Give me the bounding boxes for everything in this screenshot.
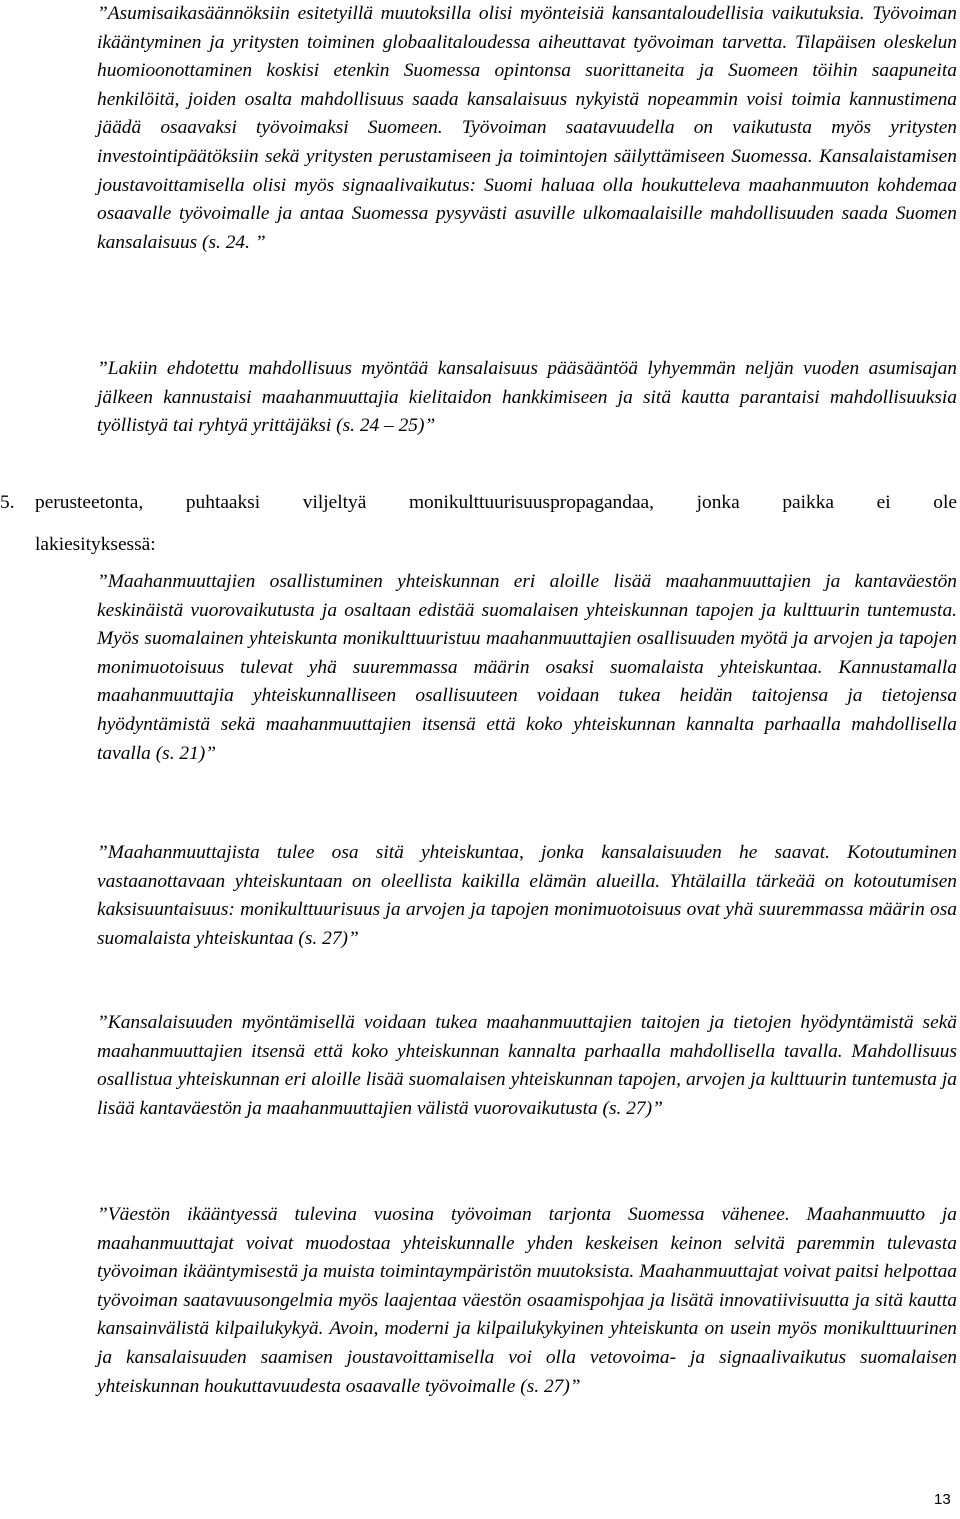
quote-paragraph-1: ”Asumisaikasäännöksiin esitetyillä muutoksilla olisi myönteisiä kansantaloudellisia vaikutuksia. Työvoiman ikääntyminen ja yritysten toiminen globaalitaloudessa aiheuttavat työvoiman tarvetta. Tilapäisen oleskelun huomioonottaminen koskisi etenkin Suomessa opintonsa suorittaneita ja Suomeen töihin saapuneita henkilöitä, joiden osalta mahdollisuus saada kansalaisuus nykyistä nopeammin voisi toimia kannustimena jäädä osaavaksi työvoimaksi Suomeen. Työvoiman saatavuudella on vaikutusta myös yritysten investointipäätöksiin sekä yritysten perustamiseen ja toimintojen säilyttämiseen Suomessa. Kansalaistamisen joustavoittamisella olisi myös signaalivaikutus: Suomi haluaa olla houkutteleva maahanmuuton kohdemaa osaavalle työvoimalle ja antaa Suomessa pysyvästi asuville ulkomaalaisille mahdollisuuden saada Suomen kansalaisuus (s. 24. ”: [97, 3, 957, 253]
quote-paragraph-4: ”Maahanmuuttajista tulee osa sitä yhteiskuntaa, jonka kansalaisuuden he saavat. Kotoutuminen vastaanottavaan yhteiskuntaan on oleellista kaikilla elämän alueilla. Yhtälailla tärkeää on kotoutumisen kaksisuuntaisuus: monikulttuurisuus ja arvojen ja tapojen monimuotoisuus ovat yhä suuremmassa määrin osa suomalaista yhteiskuntaa (s. 27)”: [97, 842, 957, 949]
list-item-text-line-1: perusteetonta, puhtaaksi viljeltyä monikulttuurisuuspropagandaa, jonka paikka ei ole: [35, 492, 957, 513]
quote-paragraph-6: ”Väestön ikääntyessä tulevina vuosina työvoiman tarjonta Suomessa vähenee. Maahanmuutto ja maahanmuuttajat voivat muodostaa yhteiskunnalle yhden keskeisen keinon selvitä paremmin tulevasta työvoiman ikääntymisestä ja muista toimintaympäristön muutoksista. Maahanmuuttajat voivat paitsi helpottaa työvoiman saatavuusongelmia myös laajentaa väestön osaamispohjaa ja lisätä innovatiivisuutta ja sitä kautta kansainvälistä kilpailukykyä. Avoin, moderni ja kilpailukykyinen yhteiskunta on usein myös monikulttuurinen ja kansalaisuuden saamisen joustavoittamisella voi olla vetovoima- ja signaalivaikutus suomalaisen yhteiskunnan houkuttavuudesta osaavalle työvoimalle (s. 27)”: [97, 1204, 957, 1397]
page-number: 13: [934, 1491, 951, 1508]
list-item-number: 5.: [0, 492, 15, 513]
list-item-text-line-2: lakiesityksessä:: [35, 534, 156, 555]
quote-paragraph-2: ”Lakiin ehdotettu mahdollisuus myöntää kansalaisuus pääsääntöä lyhyemmän neljän vuoden asumisajan jälkeen kannustaisi maahanmuuttajia kielitaidon hankkimiseen ja sitä kautta parantaisi mahdollisuuksia työllistyä tai ryhtyä yrittäjäksi (s. 24 – 25)”: [97, 358, 957, 437]
list-item-first-line: [0, 482, 957, 524]
quote-paragraph-5: ”Kansalaisuuden myöntämisellä voidaan tukea maahanmuuttajien taitojen ja tietojen hyödyntämistä sekä maahanmuuttajien itsensä että koko yhteiskunnan kannalta parhaalla mahdollisella tavalla. Mahdollisuus osallistua yhteiskunnan eri aloille lisää suomalaisen yhteiskunnan tapojen, arvojen ja kulttuurin tuntemusta ja lisää kantaväestön ja maahanmuuttajien välistä vuorovaikutusta (s. 27)”: [97, 1012, 957, 1119]
quote-paragraph-3: ”Maahanmuuttajien osallistuminen yhteiskunnan eri aloille lisää maahanmuuttajien ja kantaväestön keskinäistä vuorovaikutusta ja osaltaan edistää suomalaisen yhteiskunnan tapojen ja kulttuurin tuntemusta. Myös suomalainen yhteiskunta monikulttuuristuu maahanmuuttajien osallisuuden myötä ja arvojen ja tapojen monimuotoisuus tulevat yhä suuremmassa määrin osaksi suomalaista yhteiskuntaa. Kannustamalla maahanmuuttajia yhteiskunnalliseen osallisuuteen voidaan tukea heidän taitojensa ja tietojensa hyödyntämistä sekä maahanmuuttajien itsensä että koko yhteiskunnan kannalta parhaalla mahdollisella tavalla (s. 21)”: [97, 571, 957, 764]
